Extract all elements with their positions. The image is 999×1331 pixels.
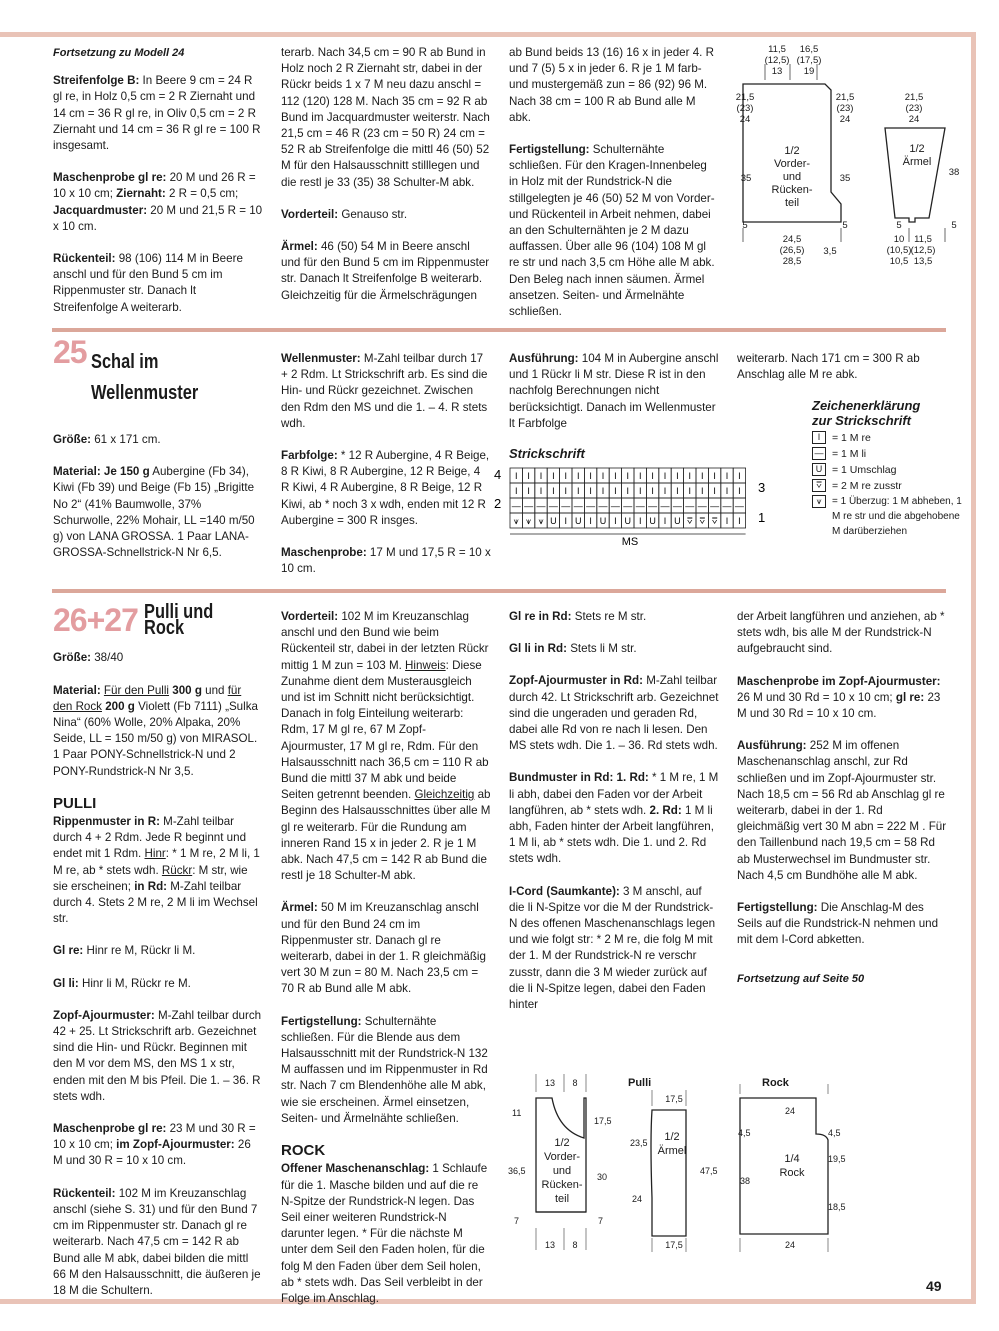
chart-cell-symbol: — xyxy=(511,501,521,511)
rock-dim-4-5-right: 4,5 xyxy=(828,1128,841,1138)
chart-cell-symbol: — xyxy=(648,501,658,511)
m25-material: Material: Je 150 g Aubergine (Fb 34), Kiwi (Fb 39) und Beige (Fb 15) „Brigitte No 2“ (41% Baumwolle, 37% Schurwolle, 22% Mohair, LL =140 m/50 g) von LANA GROSSA. 1 Paar LANA-GROSSA-Schnellstrick-N Nr 6,5. xyxy=(53,465,255,560)
m24-right-upper-2: (23) xyxy=(836,103,854,114)
m25-title-line-1: Schal im xyxy=(90,351,159,373)
pulli-heading: PULLI xyxy=(53,794,97,812)
chart-cell-symbol: I xyxy=(688,486,692,496)
m26-i-cord-continued: der Arbeit langführen und anziehen, ab * stets wdh, bis alle M der Rundstrick-N aufgebraucht sind. xyxy=(737,610,945,656)
chart-cell-symbol: I xyxy=(539,486,543,496)
m24-left-upper-2: (23) xyxy=(736,103,754,114)
chart-cell-symbol: I xyxy=(651,486,654,496)
m26-gl-re-rd: Gl re in Rd: Stets re M str. xyxy=(509,610,647,623)
chart-cell-symbol: I xyxy=(638,486,642,496)
chart-cell-symbol: I xyxy=(676,471,679,481)
m24-left-upper-1: 21,5 xyxy=(735,92,755,103)
pulli-dim-11: 11 xyxy=(512,1108,522,1118)
legend-symbol-yarnover: U xyxy=(812,463,826,476)
chart-cell-symbol: U xyxy=(649,516,656,526)
chart-cell-symbol: I xyxy=(614,471,617,481)
m24-top-left-2: (12,5) xyxy=(764,55,790,66)
m26-schematics xyxy=(500,1070,880,1255)
m25-column-1 xyxy=(53,334,263,577)
m26-material: Material: Für den Pulli 300 g und für den Rock 200 g Violett (Fb 7111) „Sulka Nina“ (60% Wolle, 20% Alpaka, 20% Seide, LL = 150 m/50 g) von MIRASOL. 1 Paar PONY-Schnellstrick-N und 2 PONY-Rundstrick-N Nr 3,5. xyxy=(53,683,258,778)
pulli-bottom-8: 8 xyxy=(572,1240,578,1250)
m24-column-3 xyxy=(509,45,719,336)
chart-cell-symbol: I xyxy=(738,486,741,496)
m26-gl-li: Gl li: Hinr li M, Rückr re M. xyxy=(53,976,191,990)
m24-sleeve-top-3: 24 xyxy=(908,114,920,125)
chart-cell-symbol: I xyxy=(738,471,741,481)
m24-text-continued: terarb. Nach 34,5 cm = 90 R ab Bund in Holz noch 2 R Ziernaht str, dabei in der Rückr beids 1 x 7 M neu dazu anschl = 112 (120) 128 M. Nach 35 cm = 92 R ab Bund im Jacquardmuster weiterstr. Nach 21,5 cm = 46 R (23 cm = 50 R) 24 cm = 52 R ab Streifenfolge die mittl 46 (50) 52 M für den Halsausschnitt stilllegen und die restl je 33 (35) 38 Schulter-M abk. xyxy=(281,46,490,189)
chart-cell-symbol: I xyxy=(651,471,654,481)
m26-column-1 xyxy=(53,601,263,1315)
m24-bottom-small: 3,5 xyxy=(823,246,837,257)
chart-cell-symbol: I xyxy=(576,471,580,481)
m24-right-upper-3: 24 xyxy=(839,114,851,125)
chart-cell-symbol: I xyxy=(539,471,543,481)
pulli-top-8: 8 xyxy=(572,1078,578,1088)
m24-sleeve-side: 38 xyxy=(948,167,960,178)
m25-farbfolge: Farbfolge: * 12 R Aubergine, 4 R Beige, 8 R Kiwi, 8 R Aubergine, 12 R Beige, 4 R Kiwi, 4 R Aubergine, 8 R Beige, 12 R Kiwi, ab * noch 3 x wdh, enden mit 12 R Aubergine = 300 R insges. xyxy=(281,449,490,527)
legend-symbol-purl: — xyxy=(812,447,826,460)
m24-sleeve-bottom-right-1: 11,5 xyxy=(914,234,932,245)
legend-row-yarnover: U = 1 Umschlag xyxy=(812,462,962,478)
m24-sleeve-bottom-left-3: 10,5 xyxy=(889,256,909,267)
chart-cell-symbol: I xyxy=(676,486,679,496)
chart-cell-symbol: I xyxy=(614,486,617,496)
m24-body-label-3: und xyxy=(782,171,802,183)
chart-cell-symbol: I xyxy=(688,471,692,481)
m26-number: 26+27 xyxy=(53,602,138,639)
legend-row-knit: I = 1 M re xyxy=(812,430,962,446)
chart-cell-symbol: I xyxy=(527,471,530,481)
m26-offener-anschlag: Offener Maschenanschlag: 1 Schlaufe für die 1. Masche bilden und auf die re N-Spitze der Rundstrick-N legen. Das Seil einer weiteren Rundstrick-N darunter legen. * Für die nächste M unter dem Seil den Faden holen, für die folg M den Faden über dem Seil holen, ab * stets wdh. Das Seil verbleibt in der Folge im Anschlag. xyxy=(281,1162,488,1305)
chart-cell-symbol: I xyxy=(589,486,592,496)
m26-i-cord: I-Cord (Saumkante): 3 M anschl, auf die li N-Spitze vor die M der Rundstrick-N des offenen Maschenanschlags legen und wie folgt str: * 2 M re, die folg M mit der 1. M der Rundstrick-N re verschr zusstr, dann die 3 M wieder zurück auf die li N-Spitze legen, dabei den Faden hinter xyxy=(509,884,716,1012)
chart-cell-symbol: U xyxy=(550,516,557,526)
m24-schematic xyxy=(735,42,971,272)
chart-cell-symbol: ⩢ xyxy=(687,516,693,526)
chart-cell-symbol: — xyxy=(660,501,670,511)
sleeve-bottom-17-5: 17,5 xyxy=(665,1240,683,1250)
chart-cell-symbol: I xyxy=(614,516,617,526)
chart-cell-symbol: I xyxy=(552,486,555,496)
m25-column-3 xyxy=(509,351,719,448)
m26-maschenprobe: Maschenprobe gl re: 23 M und 30 R = 10 x 10 cm; im Zopf-Ajourmuster: 26 M und 30 R = 10 x 10 cm. xyxy=(53,1122,256,1168)
divider-2 xyxy=(52,589,946,593)
chart-cell-symbol: I xyxy=(663,486,667,496)
chart-cell-symbol: I xyxy=(564,471,568,481)
chart-cell-symbol: I xyxy=(589,471,592,481)
m24-side-left: 35 xyxy=(740,173,752,184)
pulli-dim-17-5: 17,5 xyxy=(594,1116,612,1126)
m25-maschenprobe: Maschenprobe: 17 M und 17,5 R = 10 x 10 cm. xyxy=(281,546,491,576)
m24-maschenprobe: Maschenprobe gl re: 20 M und 26 R = 10 x 10 cm; Ziernaht: 2 R = 0,5 cm; Jacquardmuster: 20 M und 21,5 R = 10 x 10 cm. xyxy=(53,171,263,233)
m24-vorderteil: Vorderteil: Genauso str. xyxy=(281,207,408,221)
m24-rueckenteil: Rückenteil: 98 (106) 114 M in Beere anschl und für den Bund 5 cm im Rippenmuster str. Danach lt Streifenfolge A weiterarb. xyxy=(53,252,243,314)
rock-top-24: 24 xyxy=(784,1106,796,1116)
m26-rippenmuster: Rippenmuster in R: M-Zahl teilbar durch 4 + 2 Rdm. Jede R beginnt und endet mit 1 Rdm. Hinr: * 1 M re, 2 M li, 1 M re, ab * stets wdh. Rückr: M str, wie sie erscheinen; in Rd: M-Zahl teilbar durch 4. Stets 2 M re, 2 M li im Wechsel str. xyxy=(53,815,260,926)
m26-fertigstellung-rock: Fertigstellung: Die Anschlag-M des Seils auf die Rundstrick-N nehmen und mit dem I-Cord abketten. xyxy=(737,901,939,947)
chart-cell-symbol: ⩢ xyxy=(711,516,718,526)
chart-cell-symbol: — xyxy=(635,501,645,511)
chart-cell-symbol: I xyxy=(552,471,555,481)
chart-cell-symbol: I xyxy=(725,516,729,526)
chart-cell-symbol: — xyxy=(672,501,682,511)
m24-body-label-1: 1/2 xyxy=(784,145,800,157)
page-frame-right xyxy=(971,32,976,1304)
chart-cell-symbol: I xyxy=(589,516,592,526)
m25-ausfuehrung: Ausführung: 104 M in Aubergine anschl und 1 Rückr li M str. Diese R ist in den nachfolg Berechnungen nicht berücksichtigt. Danach im Wellenmuster lt Farbfolge xyxy=(509,352,719,430)
pulli-sleeve-label-1: 1/2 xyxy=(664,1131,680,1143)
m26-vorderteil: Vorderteil: 102 M im Kreuzanschlag anschl und den Bund wie beim Rückenteil str, dabei in der letzten Rückr mittig 1 M zun = 103 M. Hinweis: Diese Zunahme dient dem Musterausgleich und ist im Schnitt nicht berücksichtigt. Danach in folg Einteilung weiterarb: Rdm, 17 M gl re, 67 M Zopf-Ajourmuster, 17 M gl re, Rdm. Für den Halsausschnitt nach 36,5 cm = 110 R ab Bund die mittl 37 M abk und beide Seiten getrennt beenden. Gleichzeitig ab Beginn des Halsausschnittes über alle M gl re weiterarb. Für die Rundung am inneren Rand 15 x in jeder 2. R je 1 M abk. Nach 47,5 cm = 142 R ab Bund die restl je 18 Schulter-M abk. xyxy=(281,610,491,883)
m24-top-right-2: (17,5) xyxy=(796,55,822,66)
chart-cell-symbol: — xyxy=(586,501,596,511)
m24-fertigstellung: Fertigstellung: Schulternähte schließen. Für den Kragen-Innenbeleg in Holz mit der Rundstrick-N die stillgelegten je 46 (50) 52 M von Vorder- und Rückenteil in Arbeit nehmen, dabei an den Schulternähten je 2 M dazu auffassen. Über alle 96 (104) 108 M gl re str und nach 3,5 cm Höhe alle M abk. Den Beleg nach innen säumen. Ärmel ansetzen. Seiten- und Ärmelnähte schließen. xyxy=(509,143,715,319)
chart-cell-symbol: I xyxy=(564,486,568,496)
pulli-body-label-4: Rücken- xyxy=(541,1179,583,1191)
m24-column-1 xyxy=(53,45,263,332)
pulli-body-label-3: und xyxy=(552,1165,572,1177)
chart-row-label-2: 2 xyxy=(494,496,502,511)
m24-cuff-right: 5 xyxy=(842,220,848,231)
chart-cell-symbol: ⩛ xyxy=(513,516,519,526)
m25-column-4 xyxy=(737,351,947,399)
m26-zopf-ajourmuster: Zopf-Ajourmuster: M-Zahl teilbar durch 42 + 25. Lt Strickschrift arb. Gezeichnet sind die Hin- und Rückr. Beginnen mit den M vor dem MS, den MS 1 x str, enden mit den M bis Pfeil. Die 1. – 36. R stets wdh. xyxy=(53,1008,262,1103)
m25-heading xyxy=(53,334,263,410)
chart-cell-symbol: — xyxy=(722,501,732,511)
pulli-body-label-1: 1/2 xyxy=(554,1137,570,1149)
chart-grid xyxy=(510,468,746,534)
pulli-schema-title: Pulli xyxy=(628,1077,652,1089)
m26-ausfuehrung: Ausführung: 252 M im offenen Maschenanschlag anschl, zur Rd schließen und im Zopf-Ajourmuster str. Nach 18,5 cm = 56 Rd ab Anschlag gl re weiterarb, dabei in der 1. Rd gleichmäßig vert 30 M abn = 222 M . Für den Taillenbund nach 19,5 cm = 58 Rd ab Musterwechsel im Bundmuster str. Nach 4,5 cm Bundhöhe alle M abk. xyxy=(737,739,947,882)
m25-strickschrift-chart xyxy=(490,462,770,550)
m24-sleeve-top-2: (23) xyxy=(905,103,923,114)
m26-column-3 xyxy=(509,609,719,1029)
chart-cell-symbol: I xyxy=(626,471,630,481)
chart-cell-symbol: — xyxy=(536,501,546,511)
legend-symbol-decrease: ⩛ xyxy=(812,495,826,508)
m24-streifenfolge: Streifenfolge B: In Beere 9 cm = 24 R gl re, in Holz 0,5 cm = 2 R Ziernaht und 14 cm = 36 R gl re, in Oliv 0,5 cm = 2 R Ziernaht und 14 cm = 36 R gl re = 100 R insgesamt. xyxy=(53,74,261,153)
chart-cell-symbol: U xyxy=(599,516,607,526)
chart-cell-symbol: I xyxy=(700,486,704,496)
page-number: 49 xyxy=(926,1278,942,1294)
chart-cell-symbol: I xyxy=(663,516,667,526)
chart-cell-symbol: I xyxy=(700,471,704,481)
chart-cell-symbol: U xyxy=(674,516,681,526)
m25-size: Größe: 61 x 171 cm. xyxy=(53,433,161,446)
chart-cell-symbol: — xyxy=(685,501,695,511)
m25-legend xyxy=(812,398,962,539)
m26-column-2 xyxy=(281,609,491,1307)
chart-cell-symbol: — xyxy=(697,501,707,511)
chart-cell-symbol: I xyxy=(514,471,518,481)
sleeve-dim-47-5: 47,5 xyxy=(700,1166,718,1176)
sleeve-dim-23-5: 23,5 xyxy=(630,1138,648,1148)
chart-ms-label: MS xyxy=(621,536,639,548)
m26-aermel: Ärmel: 50 M im Kreuzanschlag anschl und für den Bund 24 cm im Rippenmuster str. Danach gl re weiterarb, dabei in der 1. R gleichmäßig vert 30 M zun = 80 M. Nach 23,5 cm = 70 R ab Bund alle M abk. xyxy=(281,901,486,996)
chart-cell-symbol: — xyxy=(710,501,720,511)
m26-maschenprobe-zopf: Maschenprobe im Zopf-Ajourmuster: 26 M und 30 Rd = 10 x 10 cm; gl re: 23 M und 30 Rd = 10 x 10 cm. xyxy=(737,674,941,721)
chart-cell-symbol: U xyxy=(624,516,632,526)
pulli-sleeve-outline xyxy=(651,1110,686,1236)
pulli-top-13: 13 xyxy=(544,1078,556,1088)
m24-column-2 xyxy=(281,45,491,320)
m24-sleeve-bottom-right-3: 13,5 xyxy=(913,256,933,267)
divider-1 xyxy=(52,328,946,332)
legend-title-1: Zeichenerklärung xyxy=(812,398,921,413)
m25-number: 25 xyxy=(53,334,87,370)
m25-chart-title: Strickschrift xyxy=(509,446,585,461)
m26-column-4 xyxy=(737,609,947,999)
m26-bundmuster: Bundmuster in Rd: 1. Rd: * 1 M re, 1 M li abh, dabei den Faden vor der Arbeit langführen, ab * stets wdh. 2. Rd: 1 M li abh, Faden hinter der Arbeit langführen, 1 M li, ab * stets wdh. Die 1. und 2. Rd stets wdh. xyxy=(509,771,719,866)
m25-ausfuehrung-continued: weiterarb. Nach 171 cm = 300 R ab Anschlag alle M re abk. xyxy=(737,352,920,382)
chart-cell-symbol: I xyxy=(638,516,642,526)
page-frame-top xyxy=(0,32,976,37)
chart-cell-symbol: — xyxy=(548,501,558,511)
pulli-dim-7-right: 7 xyxy=(598,1216,604,1226)
continuation-heading: Fortsetzung zu Modell 24 xyxy=(53,47,185,59)
m24-sleeve-label-2: Ärmel xyxy=(902,156,932,168)
chart-cell-symbol: ⩢ xyxy=(699,516,705,526)
chart-cell-symbol: I xyxy=(601,486,605,496)
m24-sleeve-bottom-right-2: (12,5) xyxy=(910,245,936,256)
m24-bottom-3: 28,5 xyxy=(782,256,802,267)
m25-column-2 xyxy=(281,351,491,593)
m24-bottom-1: 24,5 xyxy=(782,234,802,245)
rock-dim-19-5: 19,5 xyxy=(828,1154,846,1164)
m24-top-left-1: 11,5 xyxy=(768,44,786,55)
m24-sleeve-bottom-left-1: 10 xyxy=(893,234,905,245)
m24-top-right-3: 19 xyxy=(803,66,815,77)
pulli-body-label-2: Vorder- xyxy=(543,1151,581,1163)
legend-symbol-k2tog: ⩢ xyxy=(812,479,826,492)
legend-row-purl: — = 1 M li xyxy=(812,446,962,462)
chart-cell-symbol: ⩛ xyxy=(526,516,532,526)
rock-dim-38: 38 xyxy=(740,1176,751,1186)
m24-cuff-left: 5 xyxy=(742,220,748,231)
chart-cell-symbol: — xyxy=(524,501,534,511)
chart-cell-symbol: I xyxy=(738,516,741,526)
chart-cell-symbol: I xyxy=(626,486,630,496)
m24-bottom-2: (26,5) xyxy=(779,245,805,256)
continued-note: Fortsetzung auf Seite 50 xyxy=(737,972,865,985)
chart-cell-symbol: I xyxy=(713,471,716,481)
chart-row-label-1: 1 xyxy=(758,510,766,525)
m26-gl-re: Gl re: Hinr re M, Rückr li M. xyxy=(53,944,196,958)
m26-heading xyxy=(53,601,263,640)
chart-cell-symbol: — xyxy=(561,501,571,511)
chart-cell-symbol: I xyxy=(638,471,642,481)
m24-side-right: 35 xyxy=(839,173,851,184)
chart-cell-symbol: I xyxy=(514,486,518,496)
rock-heading: ROCK xyxy=(281,1142,326,1160)
sleeve-dim-24: 24 xyxy=(632,1194,643,1204)
rock-dim-4-5-left: 4,5 xyxy=(738,1128,751,1138)
chart-cell-symbol: I xyxy=(527,486,530,496)
rock-label-2: Rock xyxy=(779,1167,805,1179)
m24-body-label-2: Vorder- xyxy=(773,158,811,170)
rock-bottom-24: 24 xyxy=(784,1240,796,1250)
pulli-dim-7-left: 7 xyxy=(514,1216,520,1226)
chart-cell-symbol: I xyxy=(601,471,605,481)
m25-wellenmuster: Wellenmuster: M-Zahl teilbar durch 17 + 2 Rdm. Lt Strickschrift arb. Es sind die Hin- und Rückr gezeichnet. Zwischen den Rdm den MS und die 1. – 4. R stets wdh. xyxy=(281,352,488,430)
chart-row-label-4: 4 xyxy=(494,467,502,482)
chart-cell-symbol: I xyxy=(576,486,580,496)
chart-cell-symbol: I xyxy=(663,471,667,481)
m24-sleeve-cuff-left: 5 xyxy=(896,220,902,231)
m25-title-line-2: Wellenmuster xyxy=(90,382,198,404)
chart-cell-symbol: I xyxy=(725,486,729,496)
m24-aermel-continued: ab Bund beids 13 (16) 16 x in jeder 4. R und 7 (5) 5 x in jeder 6. R je 1 M farb- und mustergemäß zun = 86 (92) 96 M. Nach 38 cm = 100 R ab Bund alle M abk. xyxy=(509,46,714,124)
m24-sleeve-bottom-left-2: (10,5) xyxy=(886,245,912,256)
rock-label-1: 1/4 xyxy=(784,1153,800,1165)
m24-sleeve-label-1: 1/2 xyxy=(909,143,925,155)
m26-zopf-rd: Zopf-Ajourmuster in Rd: M-Zahl teilbar durch 42. Lt Strickschrift arb. Gezeichnet sind die ungeraden und geraden Rd, dabei alle Rd von re nach li lesen. Den MS stets wdh. Die 1. – 36. Rd stets wdh. xyxy=(509,674,719,753)
m24-right-upper-1: 21,5 xyxy=(835,92,855,103)
chart-cell-symbol: — xyxy=(623,501,633,511)
pulli-dim-30: 30 xyxy=(597,1172,608,1182)
rock-dim-18-5: 18,5 xyxy=(828,1202,846,1212)
chart-row-label-3: 3 xyxy=(758,480,766,495)
chart-cell-symbol: — xyxy=(610,501,620,511)
m24-aermel: Ärmel: 46 (50) 54 M in Beere anschl und für den Bund 5 cm im Rippenmuster str. Danach lt Streifenfolge B weiterarb. Gleichzeitig für die Ärmelschrägungen xyxy=(281,240,490,302)
m24-body-label-5: teil xyxy=(784,197,800,209)
m24-left-upper-3: 24 xyxy=(739,114,751,125)
chart-cell-symbol: U xyxy=(574,516,582,526)
m24-body-label-4: Rücken- xyxy=(771,184,813,196)
legend-title-2: zur Strickschrift xyxy=(812,413,911,428)
chart-cell-symbol: I xyxy=(725,471,729,481)
rock-schema-title: Rock xyxy=(762,1077,789,1089)
chart-cell-symbol: — xyxy=(573,501,583,511)
chart-cell-symbol: I xyxy=(564,516,568,526)
chart-cell-symbol: ⩛ xyxy=(538,516,544,526)
m24-sleeve-cuff-right: 5 xyxy=(951,220,957,231)
m24-top-left-3: 13 xyxy=(771,66,783,77)
legend-row-k2tog: ⩢ = 2 M re zusstr xyxy=(812,478,962,494)
chart-cell-symbol: — xyxy=(598,501,608,511)
legend-row-decrease: ⩛ = 1 Überzug: 1 M abheben, 1 M re str und die abgehobene M darüberziehen xyxy=(812,494,962,539)
legend-symbol-knit: I xyxy=(812,431,826,444)
pulli-sleeve-label-2: Ärmel xyxy=(657,1145,687,1157)
m26-fertigstellung: Fertigstellung: Schulternähte schließen. Für die Blende aus dem Halsausschnitt mit der Rundstrick-N 132 M auffassen und im Rippenmuster in Rd str. Nach 7 cm Blendenhöhe alle M abk, wie sie erscheinen. Ärmel einsetzen, Seiten- und Ärmelnähte schließen. xyxy=(281,1014,488,1125)
chart-cell-symbol: I xyxy=(713,486,716,496)
pulli-body-label-5: teil xyxy=(554,1193,570,1205)
chart-cell-symbol: — xyxy=(734,501,744,511)
m24-top-right-1: 16,5 xyxy=(799,44,819,55)
m26-gl-li-rd: Gl li in Rd: Stets li M str. xyxy=(509,642,637,656)
m26-size: Größe: 38/40 xyxy=(53,651,124,665)
sleeve-top-17-5: 17,5 xyxy=(665,1094,683,1104)
m26-title: Pulli und Rock xyxy=(143,601,214,640)
pulli-bottom-13: 13 xyxy=(544,1240,556,1250)
m24-sleeve-top-1: 21,5 xyxy=(904,92,924,103)
rock-outline xyxy=(740,1098,828,1234)
pulli-dim-36-5: 36,5 xyxy=(508,1166,526,1176)
m26-rueckenteil: Rückenteil: 102 M im Kreuzanschlag anschl (siehe S. 31) und für den Bund 7 cm im Rippenmuster str. Danach gl re weiterarb. Nach 47,5 cm = 142 R ab Bund alle M abk, dabei bilden die mittl 66 M den Halsausschnitt, die äußeren je 18 M die Schultern. xyxy=(53,1186,261,1297)
